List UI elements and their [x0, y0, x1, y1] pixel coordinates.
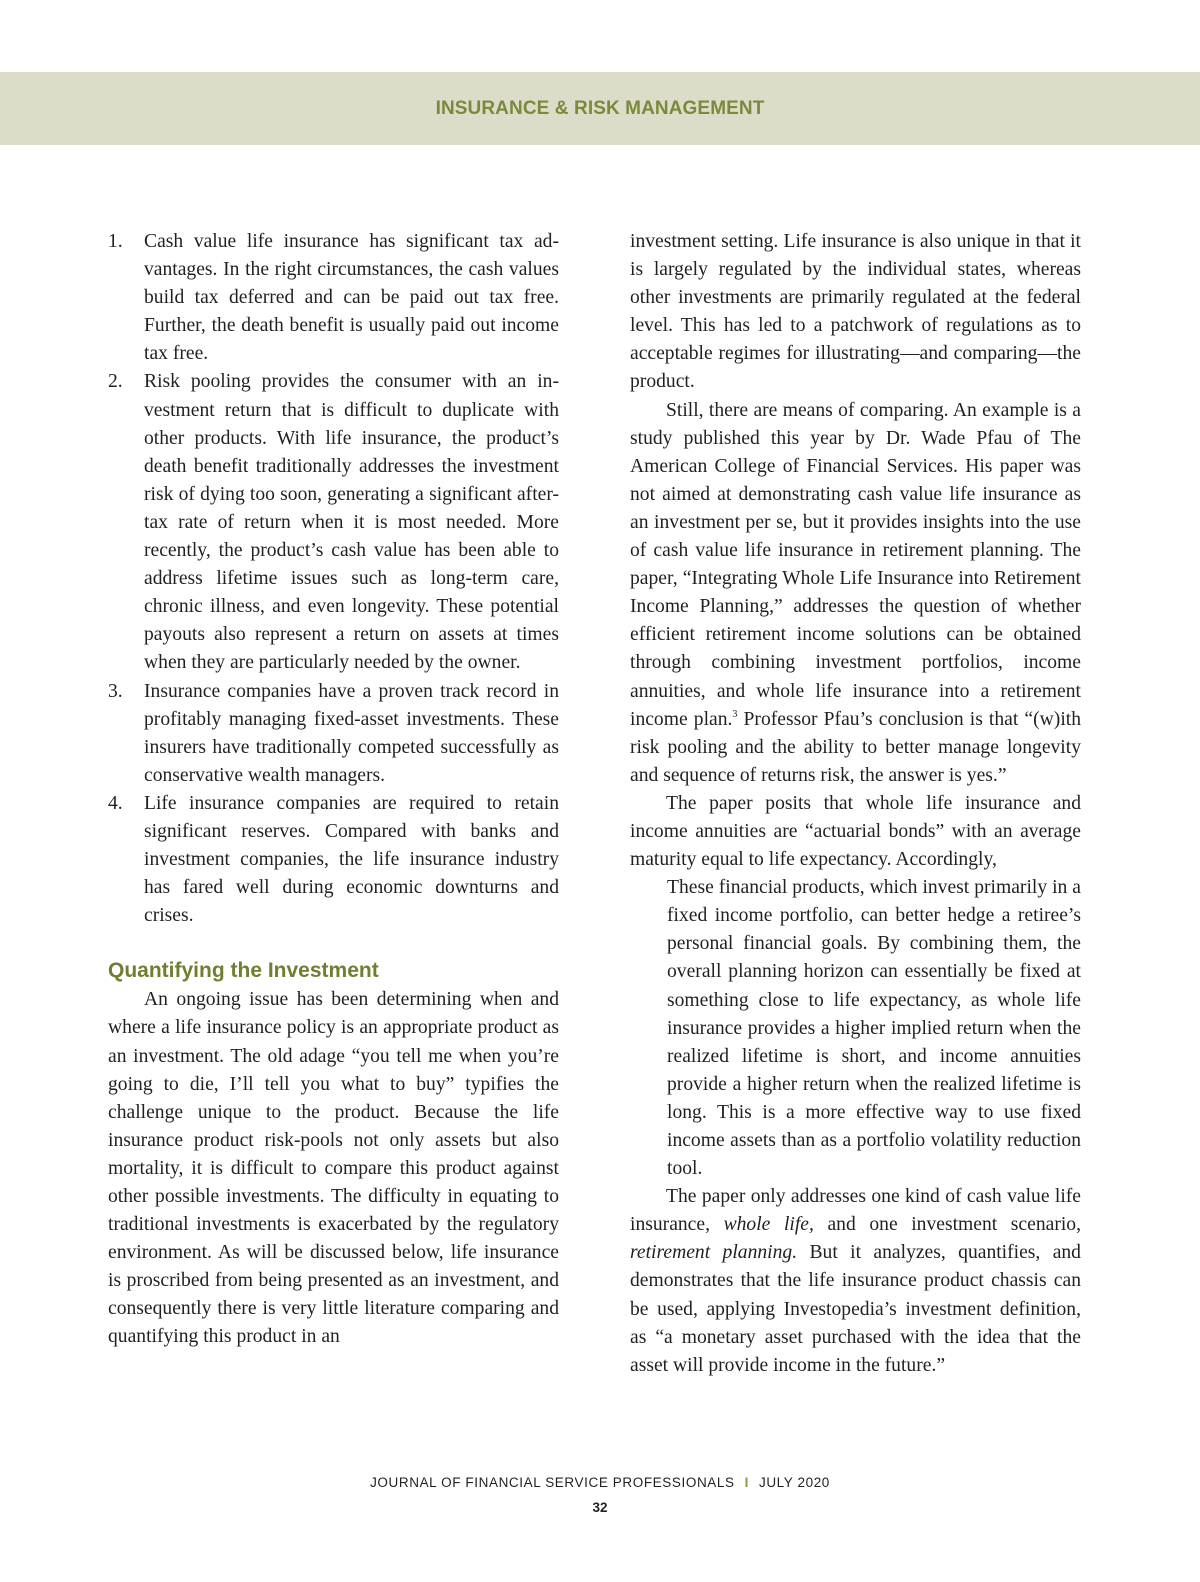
- body-paragraph: investment setting. Life insurance is also unique in that it is largely regulated by the individual states, whereas other investments are primarily regulated at the federal level. This has led to a patchwork of regulations as to acceptable regimes for illustrating—and comparing—the product.: [630, 231, 1081, 393]
- section-heading: Quantifying the Investment: [108, 959, 379, 983]
- emphasis-text: whole life,: [723, 1214, 814, 1236]
- paragraph-text: But it analyzes, quantifies, and demonstrates that the life insurance product chassis can be used, applying Investopedia’s investment definition, as “a monetary asset purchased with the idea that the asset will provide income in the future.”: [630, 1242, 1081, 1376]
- list-number: 4.: [108, 792, 123, 814]
- body-paragraph: The paper posits that whole life insurance and income annuities are “actuarial bonds” with an average maturity equal to life expectancy. Accordingly,: [630, 792, 1081, 871]
- page-number: 32: [592, 1500, 608, 1515]
- issue-date: JULY 2020: [758, 1475, 830, 1490]
- paragraph-text: Professor Pfau’s conclusion is that “(w)ith risk pooling and the ability to better manage longevity and sequence of returns risk, the answer is yes.”: [630, 708, 1082, 786]
- section-header-band: [0, 72, 1200, 145]
- list-item: [108, 368, 559, 677]
- list-text: Risk pooling provides the consumer with an investment return that is difficult to duplicate with other products. With life insurance, the product’s death benefit traditionally addresses the investment risk of dying too soon, generating a significant after-tax rate of return when it is most needed. More recently, the product’s cash value has been able to address lifetime issues such as long-term care, chronic illness, and even longevity. These potential payouts also represent a return on assets at times when they are particularly needed by the owner.: [144, 371, 559, 674]
- list-number: 1.: [108, 231, 123, 252]
- list-text: Life insurance companies are required to retain significant reserves. Compared with banks and investment companies, the life insurance industry has fared well during economic downturns and crises.: [144, 792, 559, 927]
- list-item: [108, 678, 559, 790]
- footer-journal-line: [0, 1475, 1200, 1490]
- left-column: [108, 228, 559, 1352]
- paragraph-text: The paper only addresses one kind of cash value life insurance,: [630, 1186, 1081, 1236]
- list-text: Cash value life insurance has significant tax advantages. In the right circumstances, the cash values build tax deferred and can be paid out tax free. Further, the death benefit is usually paid out income tax free.: [144, 231, 559, 365]
- numbered-list: [108, 228, 559, 930]
- list-number: 2.: [108, 371, 123, 393]
- body-paragraph: [630, 397, 1081, 790]
- paragraph-text: Still, there are means of comparing. An example is a study published this year by Dr. Wade Pfau of The American College of Financial Services. His paper was not aimed at demonstrating cash value life insurance as an investment per se, but it provides insights into the use of cash value life insurance in retirement planning. The paper, “Integrating Whole Life Insurance into Retirement Income Planning,” addresses the question of whether efficient retirement income solutions can be obtained through combining investment portfolios, income annuities, and whole life insurance into a retirement income plan.: [630, 399, 1081, 730]
- footer-separator: I: [744, 1475, 749, 1490]
- section-title: INSURANCE & RISK MANAGEMENT: [435, 97, 765, 119]
- journal-name: JOURNAL OF FINANCIAL SERVICE PROFESSIONALS: [370, 1475, 735, 1490]
- emphasis-text: retirement planning.: [630, 1242, 798, 1264]
- right-column: [630, 228, 1081, 1380]
- list-number: 3.: [108, 680, 123, 702]
- footnote-ref[interactable]: 3: [732, 708, 738, 720]
- body-paragraph: An ongoing issue has been determining when and where a life insurance policy is an appropriate product as an investment. The old adage “you tell me when you’re going to die, I’ll tell you what to buy” typifies the challenge unique to the product. Because the life insurance product risk-pools not only assets but also mortality, it is difficult to compare this product against other possible investments. The difficulty in equating to traditional investments is exacerbated by the regulatory environment. As will be discussed below, life insurance is proscribed from being presented as an investment, and consequently there is very little literature comparing and quantifying this product in an: [108, 989, 559, 1348]
- body-paragraph: [630, 1183, 1081, 1380]
- list-text: Insurance companies have a proven track record in profitably managing fixed-asset investments. These insurers have traditionally competed successfully as conservative wealth managers.: [144, 680, 559, 786]
- list-item: [108, 228, 559, 368]
- list-item: [108, 790, 559, 930]
- block-quote: These financial products, which invest primarily in a fixed income portfolio, can better hedge a retiree’s personal financial goals. By combining them, the overall planning horizon can essentially be fixed at something close to life expectancy, as whole life insurance provides a higher implied return when the realized lifetime is short, and income annuities provide a higher return when the realized lifetime is long. This is a more effective way to use fixed income assets than as a portfolio volatility reduction tool.: [667, 877, 1081, 1180]
- paragraph-text: and one investment scenario,: [813, 1214, 1081, 1236]
